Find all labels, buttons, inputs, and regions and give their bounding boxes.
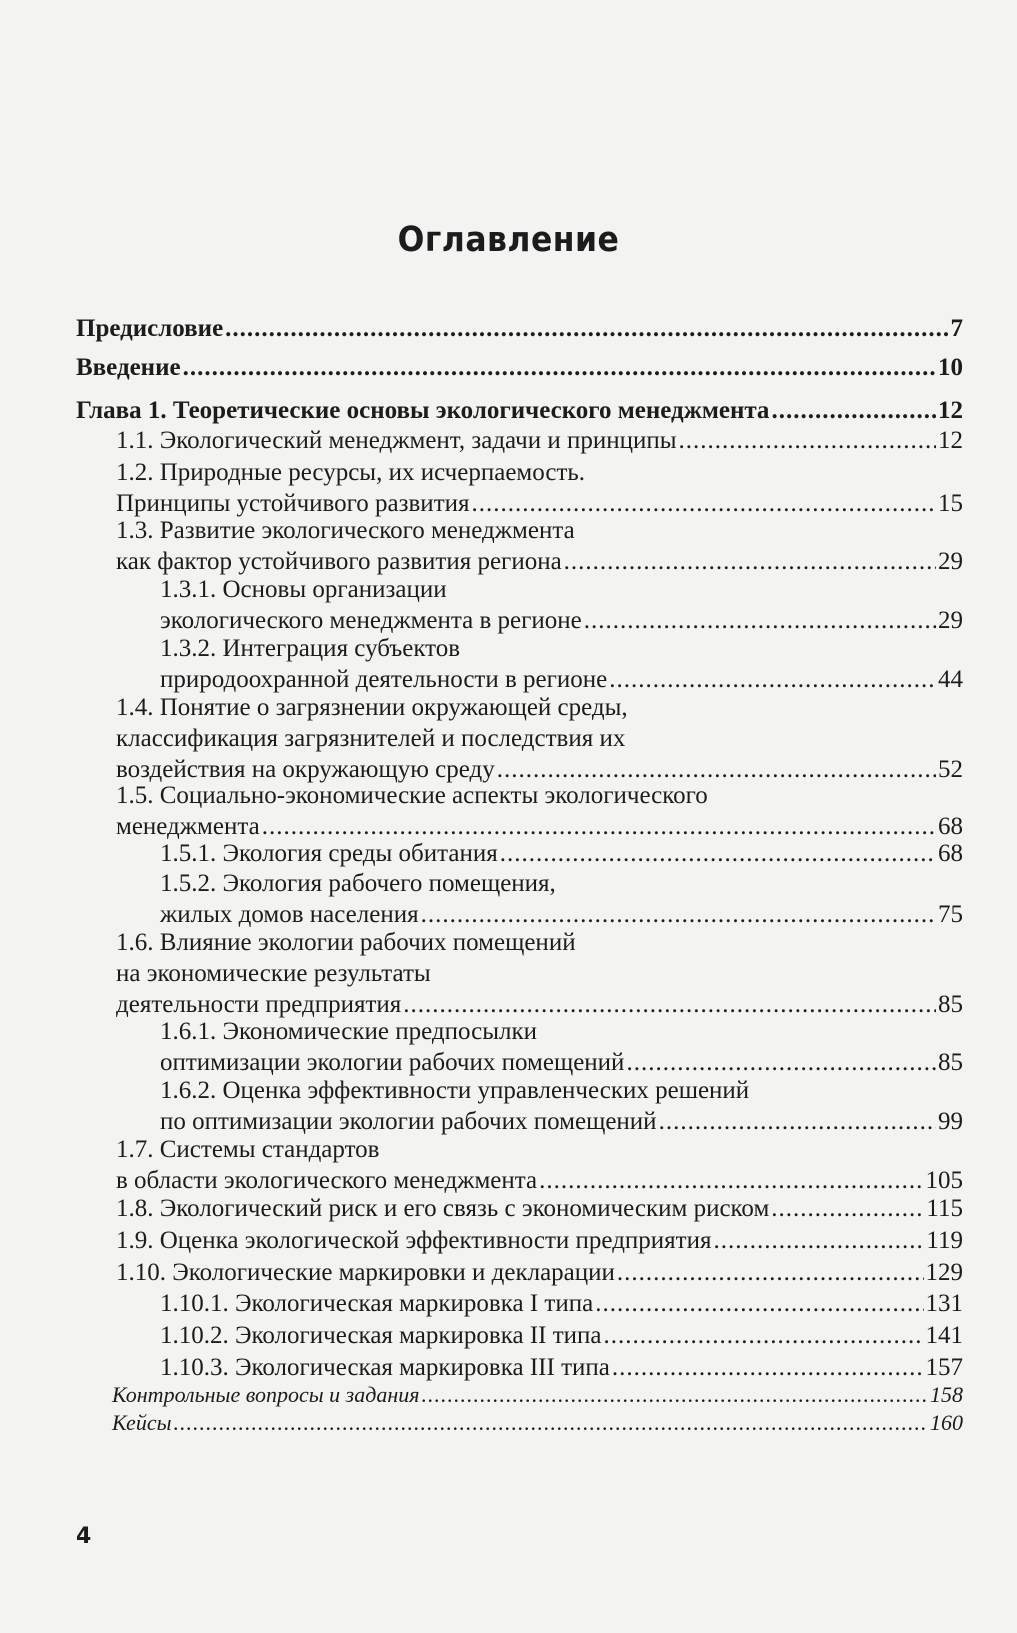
toc-page-number: 99 [938, 1108, 963, 1135]
toc-entry-line: 1.1. Экологический менеджмент, задачи и принципы [116, 427, 677, 454]
dot-leader [225, 313, 948, 344]
dot-leader [612, 1352, 924, 1383]
toc-page-number: 160 [930, 1410, 963, 1435]
toc-entry-line: 1.6.2. Оценка эффективности управленческих решений [160, 1077, 750, 1104]
toc-entry [116, 780, 963, 842]
toc-entry-line: 1.7. Системы стандартов [116, 1136, 380, 1163]
toc-page-number: 12 [938, 427, 963, 454]
toc-entry-line: менеджмента [116, 813, 260, 840]
toc-entry-line: жилых домов населения [160, 901, 419, 928]
dot-leader [617, 1257, 924, 1288]
toc-entry-line: 1.10.1. Экологическая маркировка I типа [160, 1290, 594, 1317]
toc-page-number: 68 [938, 813, 963, 840]
dot-leader [564, 546, 936, 577]
toc-page-number: 15 [938, 490, 963, 517]
dot-leader [421, 1381, 928, 1409]
toc-entry-line: воздействия на окружающую среду [116, 756, 495, 783]
toc-entry-line: Введение [76, 354, 181, 381]
toc-page-number: 157 [925, 1354, 963, 1381]
toc-entry-line: 1.10.2. Экологическая маркировка II типа [160, 1322, 602, 1349]
toc-page-number: 85 [938, 1049, 963, 1076]
dot-leader [539, 1165, 923, 1196]
toc-entry [76, 352, 963, 383]
toc-page-number: 119 [926, 1227, 963, 1254]
toc-entry [160, 1288, 963, 1319]
dot-leader [609, 664, 936, 695]
toc-entry [160, 574, 963, 636]
toc-entry-line: на экономические результаты [116, 960, 431, 987]
dot-leader [626, 1047, 936, 1078]
toc-page-number: 10 [938, 354, 963, 381]
toc-entry-line: 1.3. Развитие экологического менеджмента [116, 517, 575, 544]
toc-page-number: 7 [950, 315, 963, 342]
toc-entry-line: Глава 1. Теоретические основы экологического менеджмента [76, 397, 770, 424]
toc-entry [76, 313, 963, 344]
toc-entry-line: 1.3.1. Основы организации [160, 576, 447, 603]
toc-entry [160, 633, 963, 695]
toc-entry [116, 927, 963, 1020]
toc-page-number: 131 [925, 1290, 963, 1317]
toc-entry-line: Кейсы [112, 1410, 172, 1435]
toc-entry-line: 1.4. Понятие о загрязнении окружающей среды, [116, 694, 628, 721]
toc-entry [76, 395, 963, 426]
toc-entry-line: 1.9. Оценка экологической эффективности предприятия [116, 1227, 712, 1254]
toc-entry-line: 1.6. Влияние экологии рабочих помещений [116, 929, 576, 956]
toc-entry-line: 1.8. Экологический риск и его связь с экономическим риском [116, 1195, 770, 1222]
toc-page-number: 129 [925, 1259, 963, 1286]
toc-entry-line: в области экологического менеджмента [116, 1167, 538, 1194]
toc-entry [160, 1320, 963, 1351]
toc-entry [116, 425, 963, 456]
toc-page-number: 44 [938, 666, 963, 693]
toc-page-number: 52 [938, 756, 963, 783]
dot-leader [604, 1320, 924, 1351]
toc-entry-line: 1.5.2. Экология рабочего помещения, [160, 870, 556, 897]
toc-page-number: 12 [938, 397, 963, 424]
toc-entry-line: Принципы устойчивого развития [116, 490, 470, 517]
toc-entry [160, 1075, 963, 1137]
toc-entry-line: 1.6.1. Экономические предпосылки [160, 1018, 538, 1045]
dot-leader [183, 352, 936, 383]
toc-entry [160, 1016, 963, 1078]
toc-page-number: 68 [938, 840, 963, 867]
toc-entry-line: экологического менеджмента в регионе [160, 607, 582, 634]
toc-entry-line: по оптимизации экологии рабочих помещений [160, 1108, 657, 1135]
toc-entry-line: природоохранной деятельности в регионе [160, 666, 608, 693]
toc-entry [116, 1134, 963, 1196]
dot-leader [771, 395, 936, 426]
toc-entry-line: классификация загрязнителей и последствия их [116, 725, 626, 752]
toc-entry-line: 1.10.3. Экологическая маркировка III типа [160, 1354, 610, 1381]
toc-page-number: 85 [938, 991, 963, 1018]
toc-page-number: 75 [938, 901, 963, 928]
page-number: 4 [76, 1524, 92, 1549]
toc-entry-line: Предисловие [76, 315, 224, 342]
dot-leader [771, 1193, 924, 1224]
dot-leader [659, 1106, 936, 1137]
toc-entry [116, 515, 963, 577]
toc-entry-line: 1.3.2. Интеграция субъектов [160, 635, 461, 662]
toc-page-number: 115 [926, 1195, 963, 1222]
toc-entry [112, 1381, 963, 1409]
toc-entry-line: Контрольные вопросы и задания [112, 1382, 420, 1407]
toc-entry [160, 868, 963, 930]
toc-entry [116, 457, 963, 519]
toc-entry [116, 1193, 963, 1224]
dot-leader [595, 1288, 923, 1319]
toc-page-number: 29 [938, 607, 963, 634]
toc-entry-line: как фактор устойчивого развития региона [116, 548, 562, 575]
toc-entry [160, 838, 963, 869]
toc-entry [116, 692, 963, 785]
toc-page-number: 29 [938, 548, 963, 575]
toc-entry-line: деятельности предприятия [116, 991, 402, 1018]
toc-entry-line: 1.5. Социально-экономические аспекты экологического [116, 782, 708, 809]
toc-entry [112, 1409, 963, 1437]
dot-leader [713, 1225, 924, 1256]
toc-entry [116, 1257, 963, 1288]
dot-leader [421, 899, 936, 930]
toc-entry-line: 1.10. Экологические маркировки и декларации [116, 1259, 615, 1286]
page-title: Оглавление [397, 220, 620, 260]
toc-entry-line: 1.5.1. Экология среды обитания [160, 840, 498, 867]
dot-leader [584, 605, 936, 636]
dot-leader [174, 1409, 929, 1437]
dot-leader [500, 838, 936, 869]
toc-entry [116, 1225, 963, 1256]
toc-page-number: 141 [925, 1322, 963, 1349]
toc-entry-line: оптимизации экологии рабочих помещений [160, 1049, 625, 1076]
toc-page-number: 158 [930, 1382, 963, 1407]
toc-entry-line: 1.2. Природные ресурсы, их исчерпаемость. [116, 459, 586, 486]
toc-entry [160, 1352, 963, 1383]
toc-page-number: 105 [925, 1167, 963, 1194]
dot-leader [679, 425, 936, 456]
